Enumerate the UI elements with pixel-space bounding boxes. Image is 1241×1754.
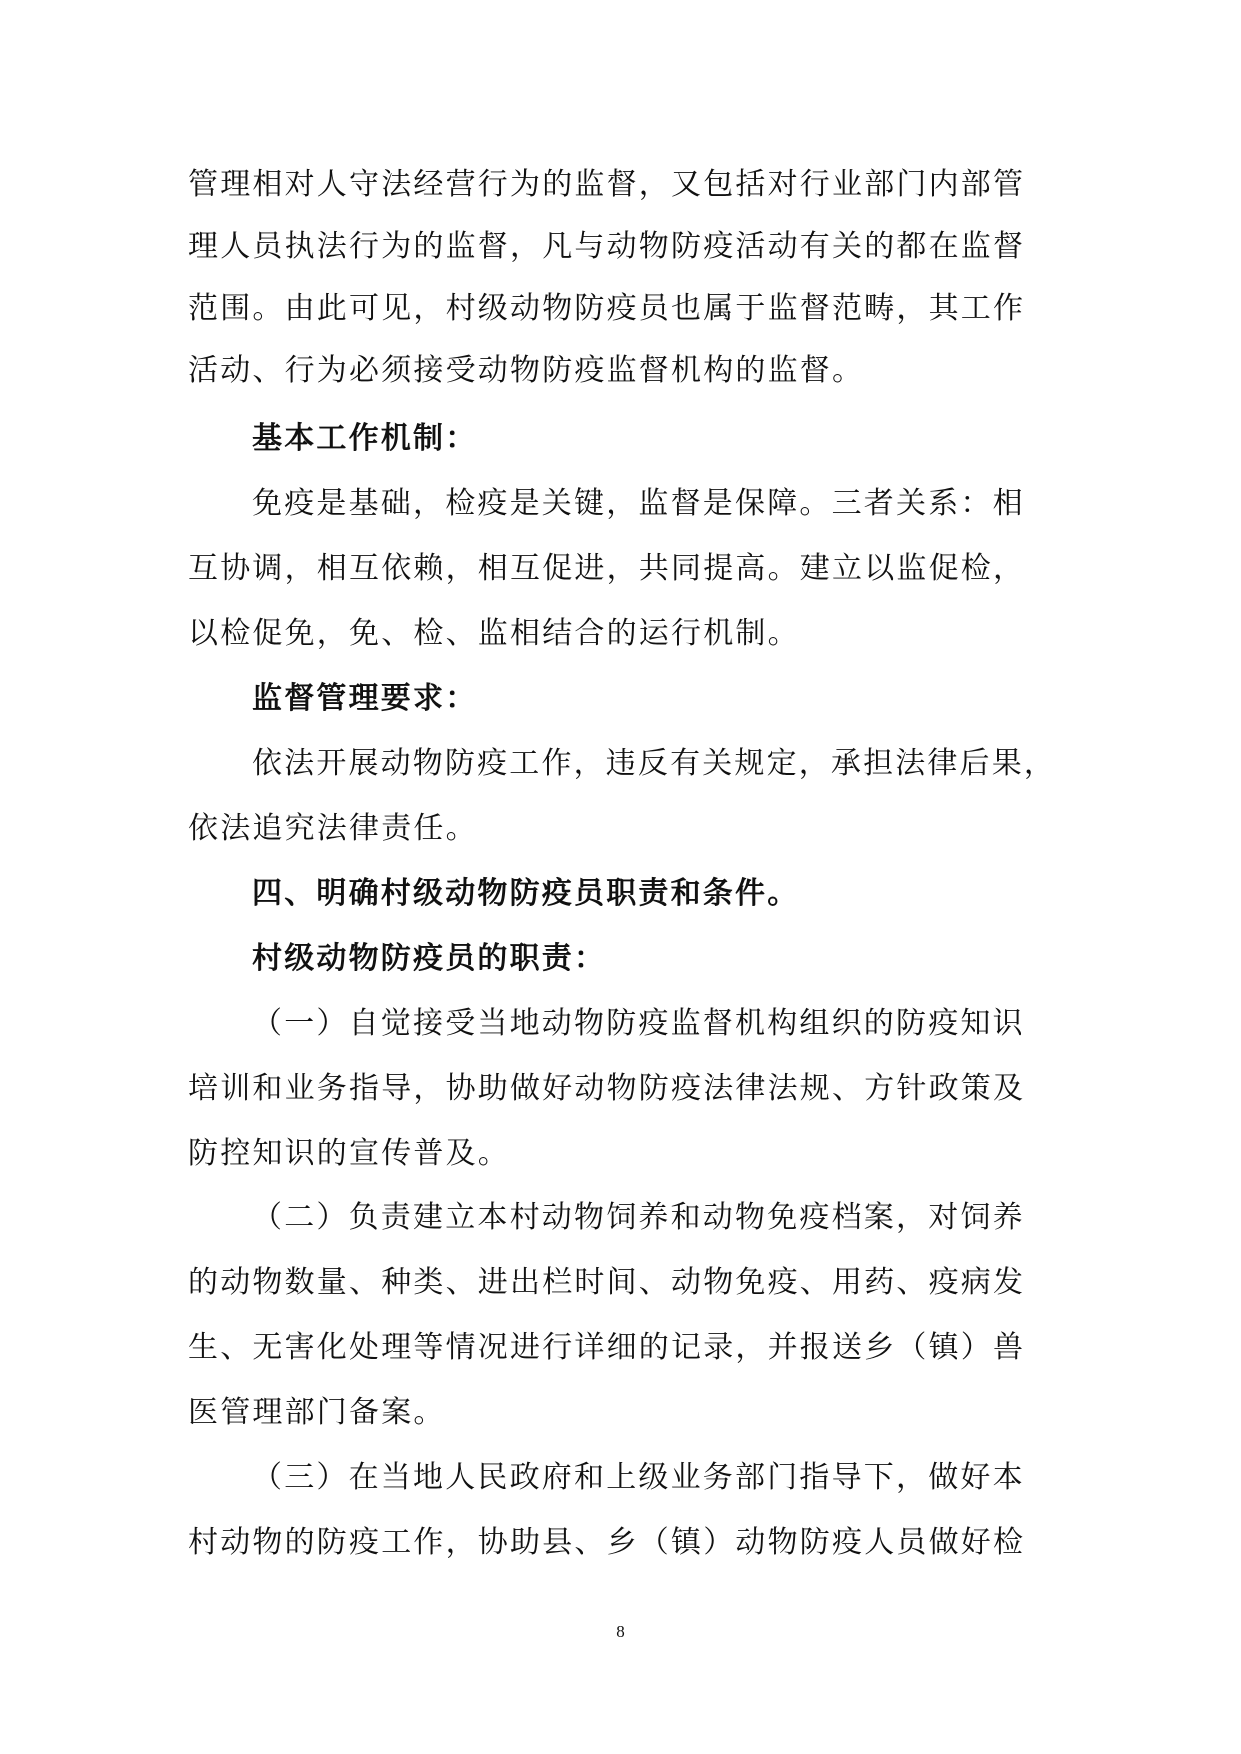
body-text-line: 医管理部门备案。 xyxy=(188,1395,446,1430)
body-text-line: 范围。由此可见，村级动物防疫员也属于监督范畴，其工作 xyxy=(188,291,1026,326)
body-text-line: 理人员执法行为的监督，凡与动物防疫活动有关的都在监督 xyxy=(188,229,1026,264)
page-number: 8 xyxy=(616,1622,625,1641)
body-text-line: （三）在当地人民政府和上级业务部门指导下，做好本 xyxy=(252,1460,1025,1495)
body-text-line: 防控知识的宣传普及。 xyxy=(188,1136,510,1171)
body-text-line: 管理相对人守法经营行为的监督，又包括对行业部门内部管 xyxy=(188,167,1026,202)
body-text-line: 的动物数量、种类、进出栏时间、动物免疫、用药、疫病发 xyxy=(188,1265,1026,1300)
body-text-line: 免疫是基础，检疫是关键，监督是保障。三者关系：相 xyxy=(252,486,1025,521)
body-text-line: 培训和业务指导，协助做好动物防疫法律法规、方针政策及 xyxy=(188,1071,1026,1106)
body-text-line: 依法开展动物防疫工作，违反有关规定，承担法律后果， xyxy=(252,746,1057,781)
body-text-line: 依法追究法律责任。 xyxy=(188,811,478,846)
section-heading: 村级动物防疫员的职责： xyxy=(252,941,607,976)
body-text-line: 活动、行为必须接受动物防疫监督机构的监督。 xyxy=(188,353,865,388)
section-heading: 基本工作机制： xyxy=(252,421,478,456)
body-text-line: （一）自觉接受当地动物防疫监督机构组织的防疫知识 xyxy=(252,1006,1025,1041)
body-text-line: 以检促免，免、检、监相结合的运行机制。 xyxy=(188,616,800,651)
section-heading: 监督管理要求： xyxy=(252,681,478,716)
body-text-line: 村动物的防疫工作，协助县、乡（镇）动物防疫人员做好检 xyxy=(188,1525,1026,1560)
section-heading: 四、明确村级动物防疫员职责和条件。 xyxy=(252,876,800,911)
body-text-line: （二）负责建立本村动物饲养和动物免疫档案，对饲养 xyxy=(252,1200,1025,1235)
body-text-line: 生、无害化处理等情况进行详细的记录，并报送乡（镇）兽 xyxy=(188,1330,1026,1365)
body-text-line: 互协调，相互依赖，相互促进，共同提高。建立以监促检， xyxy=(188,551,1026,586)
